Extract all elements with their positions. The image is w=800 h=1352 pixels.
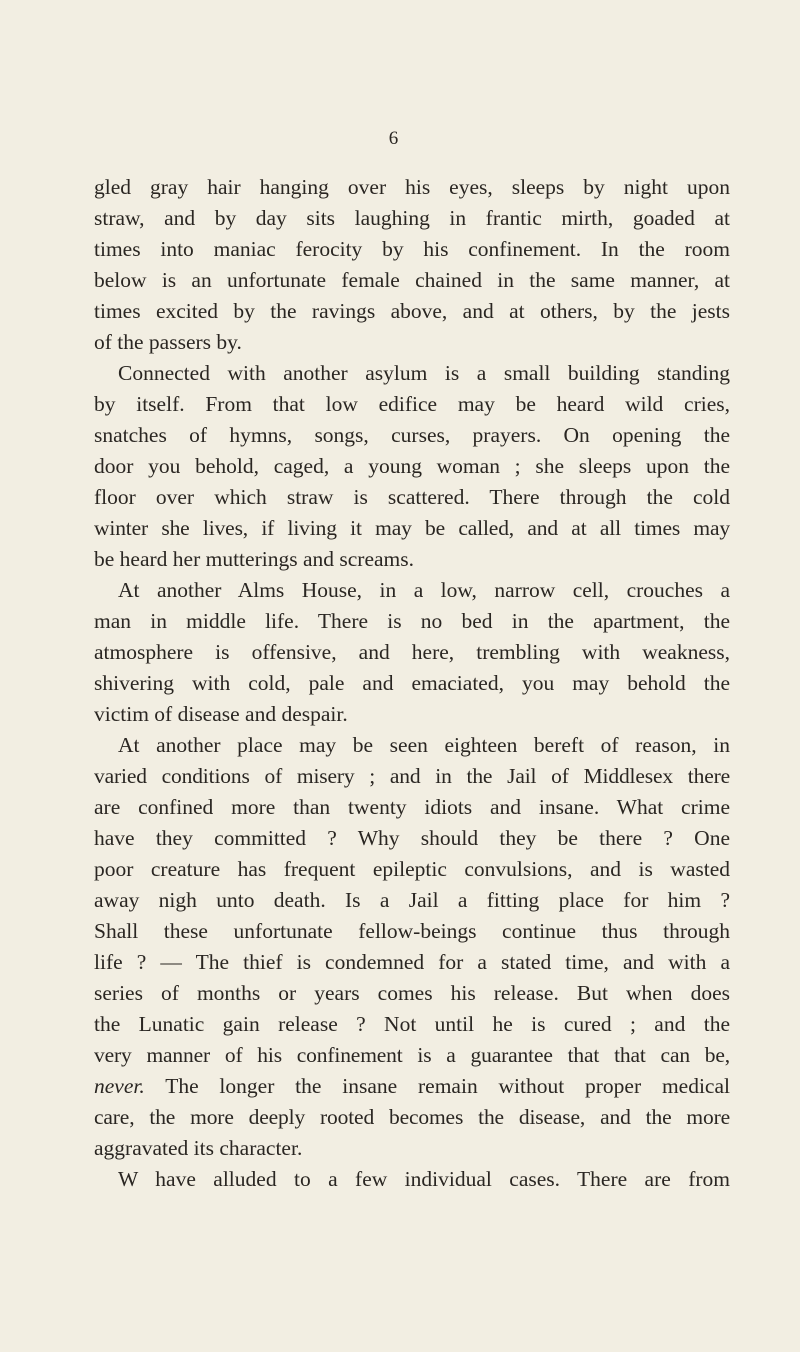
text-line: below is an unfortunate female chained in the same manner, at: [94, 268, 730, 292]
text-line: series of months or years comes his release. But when does: [94, 981, 730, 1005]
text-line: by itself. From that low edifice may be heard wild cries,: [94, 392, 730, 416]
text-line: be heard her mutterings and screams.: [94, 547, 414, 571]
text-line: are confined more than twenty idiots and insane. What crime: [94, 795, 730, 819]
text-line: snatches of hymns, songs, curses, prayers. On opening the: [94, 423, 730, 447]
text-line: man in middle life. There is no bed in the apartment, the: [94, 609, 730, 633]
text-line: varied conditions of misery ; and in the Jail of Middlesex there: [94, 764, 730, 788]
text-line: care, the more deeply rooted becomes the disease, and the more: [94, 1105, 730, 1129]
text-line: victim of disease and despair.: [94, 702, 348, 726]
text-line: the Lunatic gain release ? Not until he is cured ; and the: [94, 1012, 730, 1036]
text-line: door you behold, caged, a young woman ; she sleeps upon the: [94, 454, 730, 478]
text-line-rest: The longer the insane remain without proper medical: [165, 1074, 730, 1098]
text-line: very manner of his confinement is a guarantee that that can be,: [94, 1043, 730, 1067]
text-line: poor creature has frequent epileptic convulsions, and is wasted: [94, 857, 730, 881]
text-line: floor over which straw is scattered. There through the cold: [94, 485, 730, 509]
text-line: life ? — The thief is condemned for a stated time, and with a: [94, 950, 730, 974]
text-line: atmosphere is offensive, and here, trembling with weakness,: [94, 640, 730, 664]
text-line-with-emphasis: [94, 1071, 730, 1102]
text-line: Shall these unfortunate fellow-beings continue thus through: [94, 919, 730, 943]
page-number: 6: [388, 128, 400, 149]
text-line: winter she lives, if living it may be called, and at all times may: [94, 516, 730, 540]
body-text: [94, 172, 730, 1195]
text-line: aggravated its character.: [94, 1136, 303, 1160]
text-line: times into maniac ferocity by his confinement. In the room: [94, 237, 730, 261]
text-line: of the passers by.: [94, 330, 242, 354]
emphasis-never: never.: [94, 1074, 145, 1098]
paragraph-start-line: W have alluded to a few individual cases. There are from: [118, 1167, 730, 1191]
paragraph-start-line: At another Alms House, in a low, narrow cell, crouches a: [118, 578, 730, 602]
text-line: gled gray hair hanging over his eyes, sleeps by night upon: [94, 175, 730, 199]
text-line: times excited by the ravings above, and at others, by the jests: [94, 299, 730, 323]
text-line: shivering with cold, pale and emaciated, you may behold the: [94, 671, 730, 695]
paragraph-start-line: At another place may be seen eighteen bereft of reason, in: [118, 733, 730, 757]
text-line: away nigh unto death. Is a Jail a fitting place for him ?: [94, 888, 730, 912]
paragraph-start-line: Connected with another asylum is a small building standing: [118, 361, 730, 385]
text-line: have they committed ? Why should they be there ? One: [94, 826, 730, 850]
text-line: straw, and by day sits laughing in frantic mirth, goaded at: [94, 206, 730, 230]
